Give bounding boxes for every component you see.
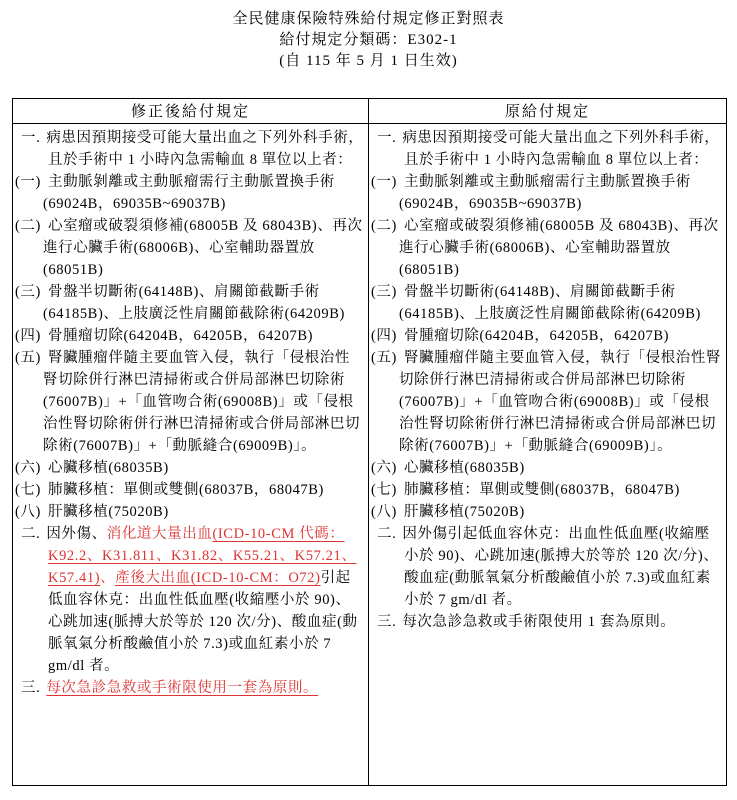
- item-marker: (三): [15, 284, 41, 300]
- item-marker: (五): [371, 350, 397, 366]
- text-segment: (ICD-10-CM 代碼：K92.2、K31.811、K31.82、K55.21、K57.21、K57.41): [48, 526, 357, 586]
- item-marker: (六): [15, 460, 41, 476]
- regulation-item: [13, 325, 364, 347]
- regulation-item: [369, 215, 722, 281]
- item-marker: (二): [15, 218, 41, 234]
- regulation-item: [369, 611, 722, 633]
- item-marker: (一): [15, 174, 41, 190]
- item-marker: 二.: [21, 526, 41, 542]
- text-segment: 心室瘤或破裂須修補(68005B 及 68043B)、再次進行心臟手術(68006B)、心室輔助器置放(68051B): [399, 218, 719, 278]
- regulation-item: [369, 457, 722, 479]
- regulation-item: [369, 347, 722, 457]
- effective-date: (自 115 年 5 月 1 日生效): [279, 53, 458, 69]
- revised-regulations-cell: [13, 124, 369, 786]
- column-header-original: 原給付規定: [369, 99, 727, 124]
- text-segment: 每次急診急救或手術限使用 1 套為原則。: [402, 614, 676, 630]
- text-segment: 心室瘤或破裂須修補(68005B 及 68043B)、再次進行心臟手術(68006B)、心室輔助器置放(68051B): [43, 218, 363, 278]
- item-marker: (四): [15, 328, 41, 344]
- regulation-item: [13, 501, 364, 523]
- text-segment: 引起低血容休克：出血性低血壓(收縮壓小於 90)、心跳加速(脈搏大於等於 120 次/分)、酸血症(動脈氧氣分析酸鹼值小於 7.3)或血紅素小於 7 gm/dl 者。: [48, 570, 358, 674]
- item-marker: (八): [371, 504, 397, 520]
- text-segment: 肝臟移植(75020B): [403, 504, 525, 520]
- text-segment: 骨盤半切斷術(64148B)、肩關節截斷手術(64185B)、上肢廣泛性肩關節截除術(64209B): [399, 284, 701, 322]
- text-segment: 肺臟移植：單側或雙側(68037B，68047B): [47, 482, 324, 498]
- text-segment: 主動脈剝離或主動脈瘤需行主動脈置換手術(69024B，69035B~69037B): [43, 174, 335, 212]
- text-segment: 每次急診急救或手術限使用一套為原則。: [46, 680, 319, 696]
- item-marker: (七): [15, 482, 41, 498]
- text-segment: 肝臟移植(75020B): [47, 504, 169, 520]
- regulation-item: [369, 501, 722, 523]
- text-segment: 病患因預期接受可能大量出血之下列外科手術，且於手術中 1 小時內急需輸血 8 單位以上者：: [46, 130, 364, 168]
- text-segment: 、: [100, 570, 116, 586]
- column-header-revised: 修正後給付規定: [13, 99, 369, 124]
- regulation-item: [369, 325, 722, 347]
- text-segment: 骨盤半切斷術(64148B)、肩關節截斷手術(64185B)、上肢廣泛性肩關節截除術(64209B): [43, 284, 345, 322]
- text-segment: 消化道大量出血: [106, 526, 213, 542]
- text-segment: 因外傷、: [46, 526, 107, 542]
- regulation-item: [13, 347, 364, 457]
- item-marker: (二): [371, 218, 397, 234]
- regulation-item: [13, 281, 364, 325]
- regulation-item: [13, 523, 364, 677]
- text-segment: 骨腫瘤切除(64204B，64205B，64207B): [403, 328, 670, 344]
- item-marker: (六): [371, 460, 397, 476]
- regulation-item: [13, 171, 364, 215]
- regulation-item: [13, 677, 364, 699]
- item-marker: (五): [15, 350, 41, 366]
- regulation-item: [369, 523, 722, 611]
- text-segment: 主動脈剝離或主動脈瘤需行主動脈置換手術(69024B，69035B~69037B): [399, 174, 691, 212]
- original-regulations-cell: [369, 124, 727, 786]
- item-marker: 一.: [21, 130, 41, 146]
- document-header: [0, 0, 737, 72]
- regulation-item: [13, 457, 364, 479]
- page-title: 全民健康保險特殊給付規定修正對照表: [232, 11, 505, 27]
- text-segment: 肺臟移植：單側或雙側(68037B，68047B): [403, 482, 680, 498]
- item-marker: (四): [371, 328, 397, 344]
- regulation-item: [369, 479, 722, 501]
- regulation-item: [13, 127, 364, 171]
- item-marker: 二.: [377, 526, 397, 542]
- item-marker: (七): [371, 482, 397, 498]
- item-marker: 三.: [21, 680, 41, 696]
- regulation-item: [13, 215, 364, 281]
- item-marker: (一): [371, 174, 397, 190]
- regulation-item: [369, 171, 722, 215]
- text-segment: 病患因預期接受可能大量出血之下列外科手術，且於手術中 1 小時內急需輸血 8 單位以上者：: [402, 130, 720, 168]
- regulation-item: [369, 127, 722, 171]
- item-marker: 一.: [377, 130, 397, 146]
- regulation-item: [13, 479, 364, 501]
- text-segment: 腎臟腫瘤伴隨主要血管入侵，執行「侵根治性腎切除併行淋巴清掃術或合併局部淋巴切除術(76007B)」+「血管吻合術(69008B)」或「侵根治性腎切除術併行淋巴清掃術或合併局部淋巴切除術(76007B)」+「動脈縫合(69009B)」。: [399, 350, 722, 454]
- comparison-table: [12, 98, 727, 786]
- item-marker: 三.: [377, 614, 397, 630]
- text-segment: 骨腫瘤切除(64204B，64205B，64207B): [47, 328, 314, 344]
- text-segment: 因外傷引起低血容休克：出血性低血壓(收縮壓小於 90)、心跳加速(脈搏大於等於 120 次/分)、酸血症(動脈氧氣分析酸鹼值小於 7.3)或血紅素小於 7 gm/dl 者。: [402, 526, 719, 608]
- text-segment: 心臟移植(68035B): [47, 460, 169, 476]
- text-segment: 產後大出血(ICD-10-CM：O72): [115, 570, 321, 586]
- item-marker: (八): [15, 504, 41, 520]
- text-segment: 心臟移植(68035B): [403, 460, 525, 476]
- item-marker: (三): [371, 284, 397, 300]
- regulation-item: [369, 281, 722, 325]
- text-segment: 腎臟腫瘤伴隨主要血管入侵，執行「侵根治性腎切除併行淋巴清掃術或合併局部淋巴切除術(76007B)」+「血管吻合術(69008B)」或「侵根治性腎切除術併行淋巴清掃術或合併局部淋巴切除術(76007B)」+「動脈縫合(69009B)」。: [43, 350, 361, 454]
- page-subtitle: 給付規定分類碼：E302-1: [279, 32, 458, 48]
